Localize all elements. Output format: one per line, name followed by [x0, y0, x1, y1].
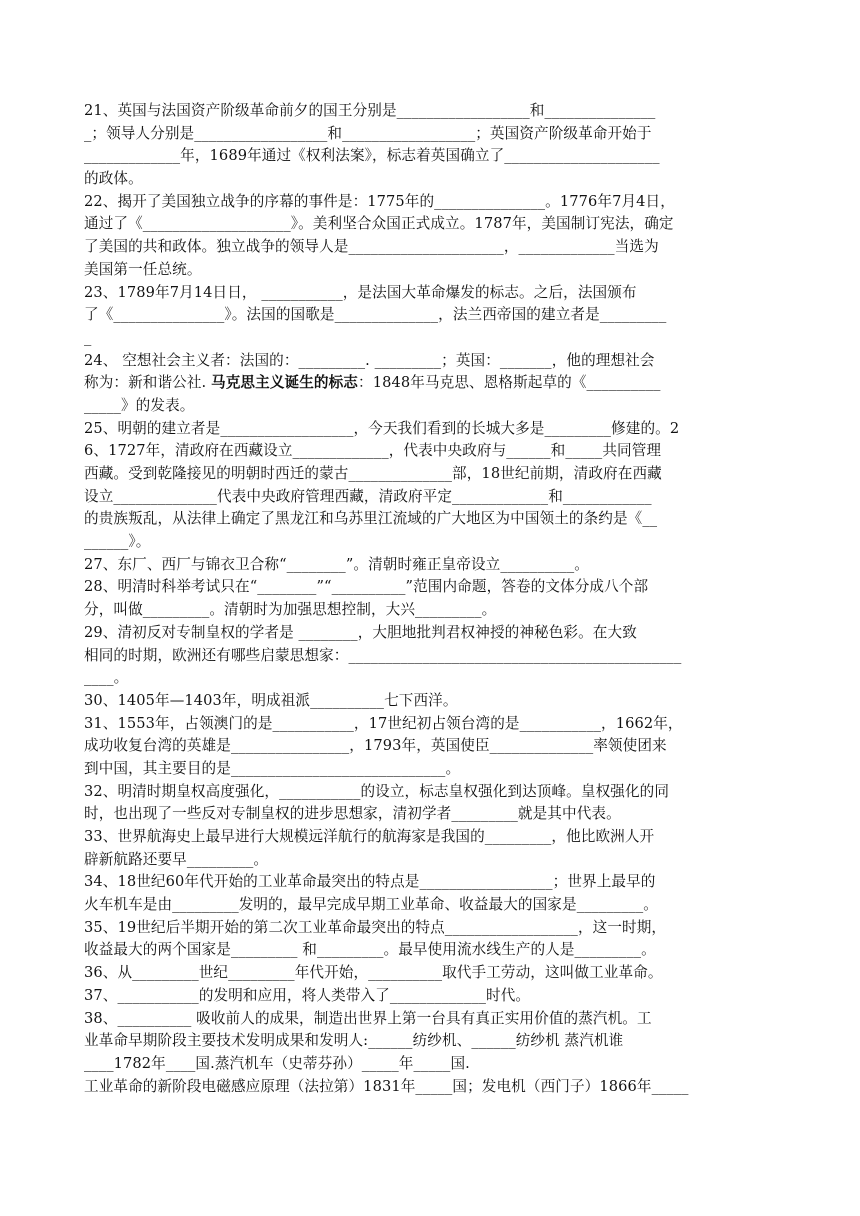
text-line-with-bold: [84, 372, 760, 395]
text-line: 了美国的共和政体。独立战争的领导人是_____________________，_____________当选为: [84, 238, 659, 256]
worksheet-page: [84, 100, 760, 1098]
text-line: 24、 空想社会主义者：法国的：_________. _________；英国：_______，他的理想社会: [84, 351, 655, 369]
text-line: 业革命早期阶段主要技术发明成果和发明人:______纺纱机、______纺纱机 蒸汽机谁: [84, 1032, 624, 1050]
line-text: 称为：新和谐公社.: [84, 374, 207, 392]
text-line: 火车机车是由_________发明的，最早完成早期工业革命、收益最大的国家是_________。: [84, 896, 658, 914]
text-line: 38、__________ 吸收前人的成果，制造出世界上第一台具有真正实用价值的蒸汽机。工: [84, 1009, 652, 1027]
text-line: 22、揭开了美国独立战争的序幕的事件是：1775年的_______________。1776年7月4日，: [84, 192, 675, 210]
text-line: ____1782年____国.蒸汽机车（史蒂芬孙）_____年_____国.: [84, 1054, 470, 1072]
text-line: 23、1789年7月14日日， ___________，是法国大革命爆发的标志。之后，法国颁布: [84, 283, 637, 301]
text-line: 25、明朝的建立者是__________________，今天我们看到的长城大多是_________修建的。2: [84, 419, 680, 437]
text-line: 32、明清时期皇权高度强化，___________的设立，标志皇权强化到达顶峰。皇权强化的同: [84, 782, 670, 800]
text-line: ______》。: [84, 533, 151, 551]
text-line: 时，也出现了一些反对专制皇权的进步思想家，清初学者_________就是其中代表。: [84, 805, 621, 823]
bold-phrase: 马克思主义诞生的标志: [211, 374, 358, 392]
text-line: 成功收复台湾的英雄是________________，1793年，英国使臣______________率领使团来: [84, 737, 667, 755]
text-line: 分，叫做_________。清朝时为加强思想控制，大兴_________。: [84, 601, 497, 619]
text-line: 28、明清时科举考试只在“________”“__________”范围内命题，答卷的文体分成八个部: [84, 578, 649, 596]
text-line: 34、18世纪60年代开始的工业革命最突出的特点是__________________；世界上最早的: [84, 873, 656, 891]
line-text: ：1848年马克思、恩格斯起草的《__________: [358, 374, 661, 392]
text-line: 6、1727年，清政府在西藏设立_____________，代表中央政府与______和_____共同管理: [84, 442, 662, 460]
text-line: 西藏。受到乾隆接见的明朝时西迁的蒙古______________部，18世纪前期，清政府在西藏: [84, 465, 662, 482]
text-line: 27、东厂、西厂与锦衣卫合称“________”。清朝时雍正皇帝设立__________。: [84, 555, 589, 573]
text-line: 工业革命的新阶段电磁感应原理（法拉第）1831年_____国；发电机（西门子）1866年_____: [84, 1077, 689, 1095]
text-line: _: [84, 328, 92, 346]
text-line: 了《_______________》。法国的国歌是______________，法兰西帝国的建立者是_________: [84, 306, 667, 324]
text-line: 30、1405年—1403年，明成祖派__________七下西洋。: [84, 691, 458, 709]
text-line: 通过了《____________________》。美利坚合众国正式成立。1787年，美国制订宪法，确定: [84, 215, 674, 233]
text-line: ____。: [84, 669, 129, 687]
text-line: 的贵族叛乱，从法律上确定了黑龙江和乌苏里江流域的广大地区为中国领土的条约是《__: [84, 510, 658, 528]
text-line: 37、___________的发明和应用，将人类带入了_____________时代。: [84, 986, 531, 1004]
text-line: 相同的时期，欧洲还有哪些启蒙思想家：_____________________________________________: [84, 646, 682, 664]
text-line: 31、1553年，占领澳门的是___________，17世纪初占领台湾的是___________，1662年，: [84, 714, 683, 732]
text-line: _____》的发表。: [84, 396, 195, 414]
text-line: 35、19世纪后半期开始的第二次工业革命最突出的特点__________________，这一时期，: [84, 918, 667, 936]
text-line: 21、英国与法国资产阶级革命前夕的国王分别是__________________和_______________: [84, 102, 656, 119]
text-line: 33、世界航海史上最早进行大规模远洋航行的航海家是我国的_________，他比欧洲人开: [84, 828, 655, 845]
text-line: 收益最大的两个国家是_________ 和_________。最早使用流水线生产的人是_________。: [84, 941, 656, 959]
text-line: 的政体。: [84, 170, 143, 188]
text-line: 设立______________代表中央政府管理西藏，清政府平定_____________和____________: [84, 487, 652, 505]
text-line: _____________年，1689年通过《权利法案》，标志着英国确立了_____________________: [84, 147, 660, 165]
text-line: 29、清初反对专制皇权的学者是 ________，大胆地批判君权神授的神秘色彩。在大致: [84, 623, 637, 641]
text-line: 辟新航路还要早_________。: [84, 850, 269, 868]
text-line: 到中国，其主要目的是_____________________________。: [84, 759, 461, 777]
text-line: 美国第一任总统。: [84, 260, 202, 278]
text-line: _；领导人分别是__________________和__________________；英国资产阶级革命开始于: [84, 124, 652, 142]
text-line: 36、从_________世纪_________年代开始，__________取代手工劳动，这叫做工业革命。: [84, 964, 663, 982]
